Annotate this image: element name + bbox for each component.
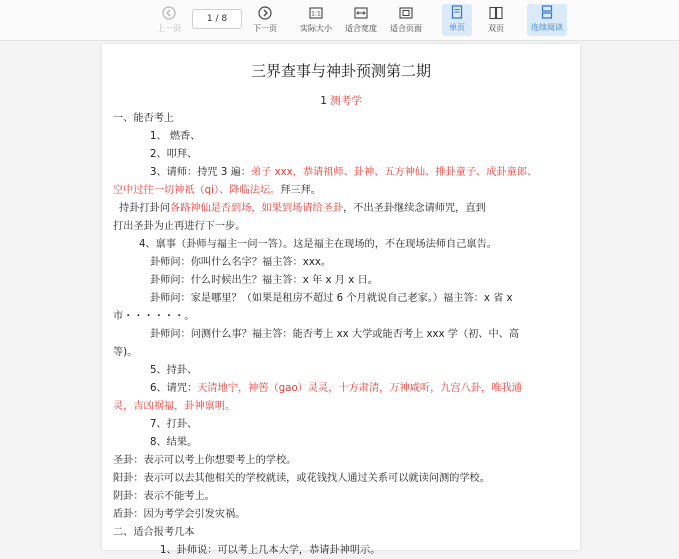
continuous-scroll-label: 连续阅读 xyxy=(531,23,563,32)
single-page-label: 单页 xyxy=(449,23,465,32)
body-line: 等)。 xyxy=(113,347,138,358)
double-page-label: 双页 xyxy=(488,24,504,33)
body-line: 卦师问：你叫什么名字？福主答：xxx。 xyxy=(150,257,332,268)
document-page xyxy=(102,44,580,556)
chevron-right-circle-icon xyxy=(256,5,274,21)
fit-width-button[interactable] xyxy=(342,5,380,35)
body-line: 盾卦：因为考学会引发灾祸。 xyxy=(113,509,246,520)
page-indicator: 1 / 8 xyxy=(206,14,228,24)
body-line: 一、能否考上 xyxy=(113,113,175,124)
page-number-input[interactable] xyxy=(192,9,242,29)
single-page-icon xyxy=(448,4,466,20)
document-title: 三界查事与神卦预测第二期 xyxy=(250,62,431,80)
fit-page-icon xyxy=(397,5,415,21)
single-page-button[interactable] xyxy=(442,4,472,36)
actual-size-label: 实际大小 xyxy=(300,24,332,33)
body-line: 灵，吉凶祸福，卦神禀明。 xyxy=(113,401,236,412)
body-line: 7、打卦、 xyxy=(150,419,198,430)
fit-page-button[interactable] xyxy=(387,5,425,35)
body-line: 阴卦：表示不能考上。 xyxy=(113,491,215,502)
body-line: 2、叩拜、 xyxy=(150,149,198,160)
continuous-scroll-button[interactable] xyxy=(527,4,567,36)
next-page-label: 下一页 xyxy=(253,24,277,33)
body-line: 5、持卦、 xyxy=(150,365,198,376)
actual-size-icon xyxy=(307,5,325,21)
double-page-icon xyxy=(487,5,505,21)
body-text: 3、请师：持咒 3 遍： xyxy=(150,167,251,178)
body-text: 拜三拜。 xyxy=(280,185,321,196)
body-line: 4、禀事（卦师与福主一问一答）。这是福主在现场的，不在现场法师自己禀告。 xyxy=(139,239,497,250)
continuous-scroll-icon xyxy=(538,4,556,20)
section-subheading xyxy=(102,93,580,108)
body-line: 阳卦：表示可以去其他相关的学校就读，或花钱找人通过关系可以就读问测的学校。 xyxy=(113,473,490,484)
svg-text:1:1: 1:1 xyxy=(311,10,321,18)
body-line: 打出圣卦为止再进行下一步。 xyxy=(113,221,246,232)
body-line: 1、卦师说：可以考上几本大学，恭请卦神明示。 xyxy=(160,545,381,556)
body-text: 6、请咒： xyxy=(150,383,198,394)
highlighted-text: 弟子 xxx，恭请祖师、卦神、五方神仙、排卦童子、成卦童郎、 xyxy=(250,167,538,178)
next-page-button[interactable] xyxy=(248,5,282,35)
highlighted-text: 各路神仙是否到场，如果到场请给圣卦 xyxy=(169,203,344,214)
body-line: 8、结果。 xyxy=(150,437,198,448)
subheading-number: 1 xyxy=(320,95,331,107)
highlighted-text: 天清地宁，神筶（gao）灵灵，十方肃清，万神咸听，九宫八卦，唯我通 xyxy=(197,383,522,394)
double-page-button[interactable] xyxy=(481,5,511,35)
body-line: 卦师问：问测什么事？福主答：能否考上 xx 大学或能否考上 xxx 学（初、中、高 xyxy=(150,329,520,340)
viewer-toolbar xyxy=(0,0,679,41)
body-line: 市・・・・・・。 xyxy=(113,311,195,322)
fit-width-label: 适合宽度 xyxy=(345,24,377,33)
body-line: 卦师问：什么时候出生？福主答：x 年 x 月 x 日。 xyxy=(150,275,378,286)
chevron-left-circle-icon xyxy=(160,5,178,21)
subheading-text: 测考学 xyxy=(330,95,362,107)
body-line xyxy=(150,164,537,181)
highlighted-text: 空中过往一切神祇（qi）、降临法坛。 xyxy=(113,185,281,196)
fit-page-label: 适合页面 xyxy=(390,24,422,33)
body-line xyxy=(113,182,321,199)
prev-page-button[interactable] xyxy=(152,5,186,35)
body-line: 1、 燃香、 xyxy=(150,131,201,142)
body-line: 二、适合报考几本 xyxy=(113,527,195,538)
body-line xyxy=(150,380,522,397)
body-line: 卦师问：家是哪里？（如果是租房不超过 6 个月就说自己老家。）福主答：x 省 x xyxy=(150,293,513,304)
body-line xyxy=(119,200,486,217)
body-text: ，不出圣卦继续念请师咒，直到 xyxy=(343,203,486,214)
fit-width-icon xyxy=(352,5,370,21)
actual-size-button[interactable] xyxy=(297,5,335,35)
body-text: 持卦打卦问 xyxy=(119,203,170,214)
body-line: 圣卦：表示可以考上你想要考上的学校。 xyxy=(113,455,297,466)
prev-page-label: 上一页 xyxy=(157,24,181,33)
